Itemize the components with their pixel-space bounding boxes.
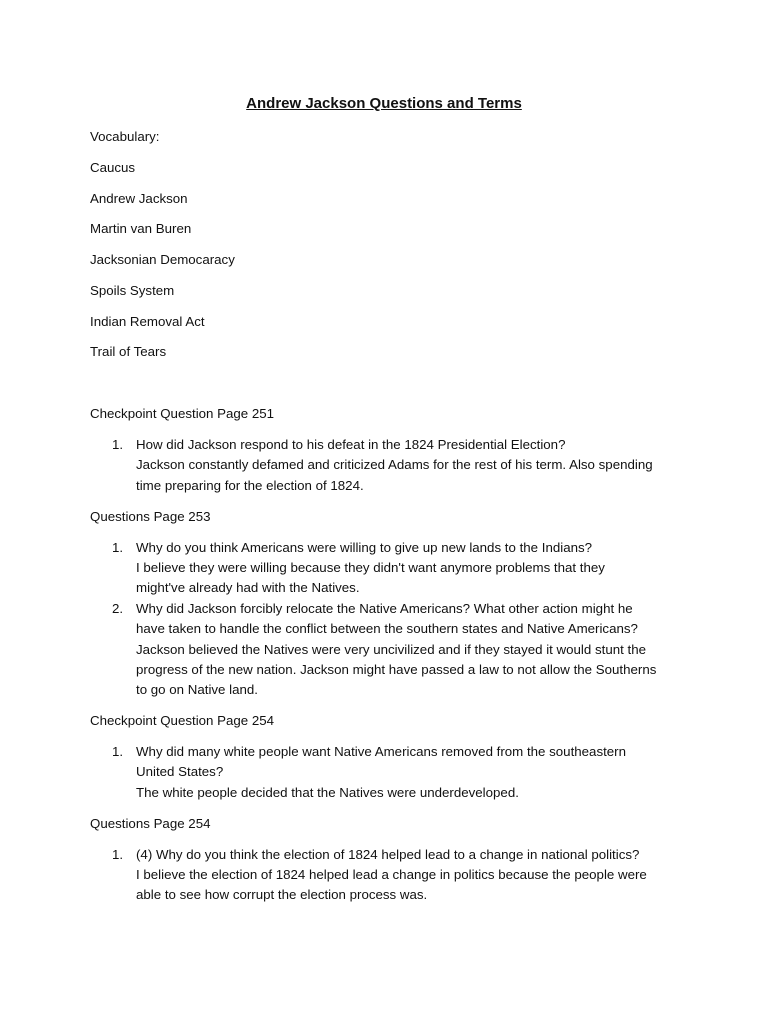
question-text: (4) Why do you think the election of 1824 helped lead to a change in national politics?	[136, 847, 640, 862]
question-text: have taken to handle the conflict between the southern states and Native Americans?	[136, 621, 638, 636]
vocabulary-term: Andrew Jackson	[90, 191, 188, 206]
section-heading: Checkpoint Question Page 254	[90, 713, 275, 728]
page-title: Andrew Jackson Questions and Terms	[246, 95, 522, 112]
answer-text: time preparing for the election of 1824.	[136, 478, 364, 493]
answer-text: Jackson constantly defamed and criticized Adams for the rest of his term. Also spending	[136, 457, 653, 472]
question-text: United States?	[136, 764, 224, 779]
vocabulary-term: Indian Removal Act	[90, 314, 205, 329]
answer-text: The white people decided that the Natives were underdeveloped.	[136, 785, 519, 800]
question-text: Why did many white people want Native Americans removed from the southeastern	[136, 744, 627, 759]
vocabulary-term: Spoils System	[90, 283, 175, 298]
vocabulary-term: Martin van Buren	[90, 221, 192, 236]
question-text: Why did Jackson forcibly relocate the Native Americans? What other action might he	[136, 601, 633, 616]
list-number: 1.	[112, 540, 124, 555]
section-heading: Questions Page 254	[90, 816, 211, 831]
section-heading: Questions Page 253	[90, 509, 211, 524]
section-heading: Checkpoint Question Page 251	[90, 406, 275, 421]
vocabulary-term: Jacksonian Democaracy	[90, 252, 235, 267]
question-text: Why do you think Americans were willing to give up new lands to the Indians?	[136, 540, 593, 555]
answer-text: I believe they were willing because they didn't want anymore problems that they	[136, 560, 605, 575]
answer-text: able to see how corrupt the election process was.	[136, 887, 428, 902]
answer-text: I believe the election of 1824 helped lead a change in politics because the people were	[136, 867, 647, 882]
list-number: 1.	[112, 437, 124, 452]
vocabulary-heading: Vocabulary:	[90, 129, 160, 144]
list-number: 1.	[112, 847, 124, 862]
answer-text: might've already had with the Natives.	[136, 580, 360, 595]
list-number: 2.	[112, 601, 124, 616]
answer-text: to go on Native land.	[136, 682, 258, 697]
question-text: How did Jackson respond to his defeat in the 1824 Presidential Election?	[136, 437, 566, 452]
vocabulary-term: Caucus	[90, 160, 136, 175]
answer-text: Jackson believed the Natives were very uncivilized and if they stayed it would stunt the	[136, 642, 646, 657]
answer-text: progress of the new nation. Jackson might have passed a law to not allow the Southerns	[136, 662, 657, 677]
list-number: 1.	[112, 744, 124, 759]
vocabulary-term: Trail of Tears	[90, 344, 167, 359]
